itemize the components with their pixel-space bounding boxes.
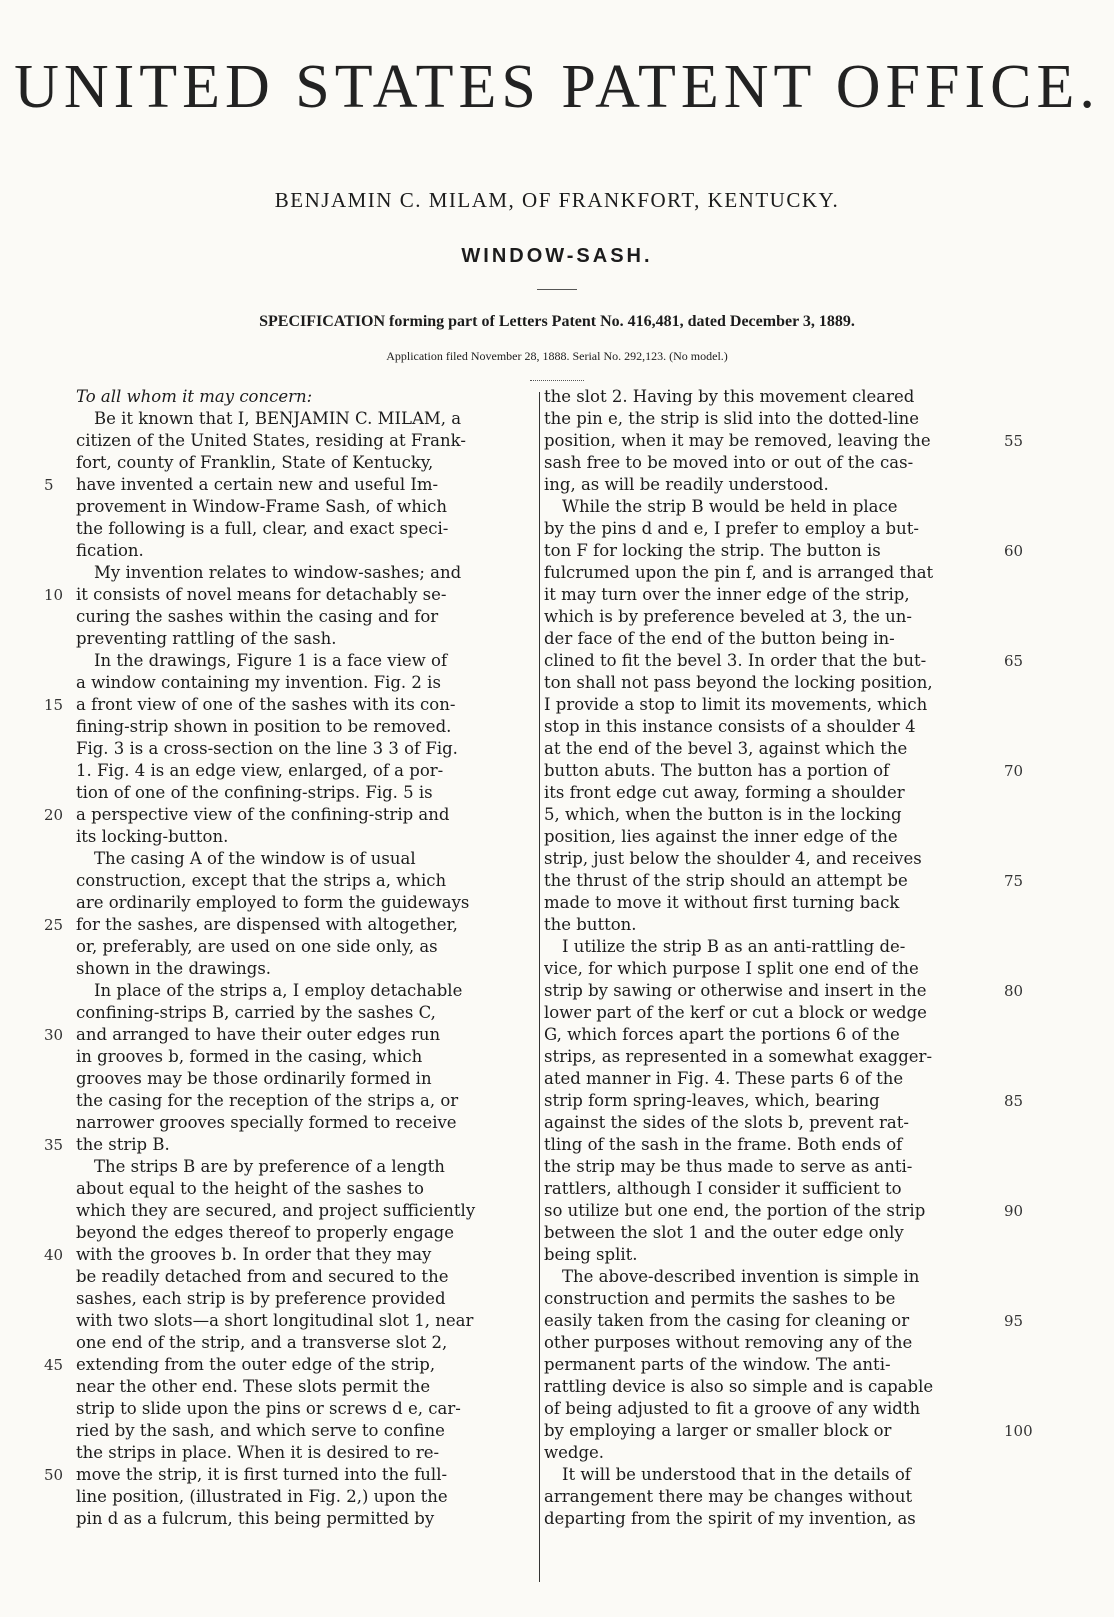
invention-subject: WINDOW-SASH. bbox=[461, 245, 653, 267]
text-line: with the grooves b. In order that they may bbox=[76, 1245, 432, 1264]
header-dotted-divider bbox=[530, 380, 584, 381]
text-line: between the slot 1 and the outer edge only bbox=[544, 1223, 904, 1242]
text-line: strips, as represented in a somewhat exagger- bbox=[544, 1047, 933, 1066]
text-line: der face of the end of the button being in- bbox=[544, 629, 895, 648]
text-line: I utilize the strip B as an anti-rattling de- bbox=[562, 937, 906, 956]
text-line: strip to slide upon the pins or screws d e, car- bbox=[76, 1399, 461, 1418]
text-line: G, which forces apart the portions 6 of the bbox=[544, 1025, 900, 1044]
text-line: one end of the strip, and a transverse slot 2, bbox=[76, 1333, 448, 1352]
text-line: arrangement there may be changes without bbox=[544, 1487, 913, 1506]
text-line: it may turn over the inner edge of the strip, bbox=[544, 585, 910, 604]
text-line: preventing rattling of the sash. bbox=[76, 629, 337, 648]
text-line: It will be understood that in the details of bbox=[562, 1465, 911, 1484]
text-line: or, preferably, are used on one side only, as bbox=[76, 937, 438, 956]
text-line: a window containing my invention. Fig. 2 is bbox=[76, 673, 441, 692]
text-line: which is by preference beveled at 3, the un- bbox=[544, 607, 912, 626]
text-line: fication. bbox=[76, 541, 144, 560]
text-line: by employing a larger or smaller block or bbox=[544, 1421, 892, 1440]
line-number: 35 bbox=[44, 1136, 64, 1154]
text-line: fulcrumed upon the pin f, and is arranged that bbox=[544, 563, 934, 582]
text-line: While the strip B would be held in place bbox=[562, 497, 898, 516]
text-line: stop in this instance consists of a shoulder 4 bbox=[544, 717, 916, 736]
text-line: it consists of novel means for detachably se- bbox=[76, 585, 447, 604]
text-line: of being adjusted to fit a groove of any width bbox=[544, 1399, 921, 1418]
text-line: with two slots—a short longitudinal slot 1, near bbox=[76, 1311, 474, 1330]
line-number: 80 bbox=[1004, 982, 1024, 1000]
text-line: The strips B are by preference of a length bbox=[94, 1157, 445, 1176]
text-line: so utilize but one end, the portion of the strip bbox=[544, 1201, 926, 1220]
office-title: UNITED STATES PATENT OFFICE. bbox=[14, 53, 1100, 121]
text-line: the following is a full, clear, and exact speci- bbox=[76, 519, 449, 538]
text-line: for the sashes, are dispensed with altogether, bbox=[76, 915, 458, 934]
column-divider bbox=[539, 392, 540, 1582]
line-number: 100 bbox=[1004, 1422, 1033, 1440]
text-line: The above-described invention is simple in bbox=[562, 1267, 920, 1286]
text-line: 1. Fig. 4 is an edge view, enlarged, of a por- bbox=[76, 761, 444, 780]
line-number: 65 bbox=[1004, 652, 1024, 670]
text-line: ated manner in Fig. 4. These parts 6 of the bbox=[544, 1069, 904, 1088]
text-line: the casing for the reception of the strips a, or bbox=[76, 1091, 459, 1110]
text-line: and arranged to have their outer edges run bbox=[76, 1025, 441, 1044]
text-line: which they are secured, and project sufficiently bbox=[76, 1201, 476, 1220]
text-line: provement in Window-Frame Sash, of which bbox=[76, 497, 448, 516]
text-line: its locking-button. bbox=[76, 827, 229, 846]
text-line: wedge. bbox=[544, 1443, 605, 1462]
text-line: strip by sawing or otherwise and insert in the bbox=[544, 981, 927, 1000]
text-line: ton F for locking the strip. The button is bbox=[544, 541, 881, 560]
text-line: the slot 2. Having by this movement cleared bbox=[544, 387, 915, 406]
text-line: vice, for which purpose I split one end of the bbox=[544, 959, 919, 978]
line-number: 25 bbox=[44, 916, 64, 934]
text-line: the strips in place. When it is desired to re- bbox=[76, 1443, 440, 1462]
text-line: construction, except that the strips a, which bbox=[76, 871, 447, 890]
text-line: about equal to the height of the sashes to bbox=[76, 1179, 424, 1198]
text-line: departing from the spirit of my invention, as bbox=[544, 1509, 916, 1528]
text-line: the button. bbox=[544, 915, 637, 934]
text-line: the pin e, the strip is slid into the dotted-line bbox=[544, 409, 919, 428]
text-line: have invented a certain new and useful Im- bbox=[76, 475, 439, 494]
text-line: button abuts. The button has a portion of bbox=[544, 761, 890, 780]
text-line: In place of the strips a, I employ detachable bbox=[94, 981, 463, 1000]
text-line: strip, just below the shoulder 4, and receives bbox=[544, 849, 922, 868]
text-line: shown in the drawings. bbox=[76, 959, 272, 978]
specification-line: SPECIFICATION forming part of Letters Patent No. 416,481, dated December 3, 1889. bbox=[259, 313, 855, 330]
text-line: be readily detached from and secured to the bbox=[76, 1267, 449, 1286]
line-number: 90 bbox=[1004, 1202, 1024, 1220]
text-line: 5, which, when the button is in the locking bbox=[544, 805, 902, 824]
text-line: extending from the outer edge of the strip, bbox=[76, 1355, 436, 1374]
line-number: 5 bbox=[44, 476, 54, 494]
text-line: the strip B. bbox=[76, 1135, 170, 1154]
text-line: ried by the sash, and which serve to confine bbox=[76, 1421, 445, 1440]
line-number: 20 bbox=[44, 806, 64, 824]
text-line: ton shall not pass beyond the locking position, bbox=[544, 673, 933, 692]
text-line: grooves may be those ordinarily formed in bbox=[76, 1069, 432, 1088]
text-line: beyond the edges thereof to properly engage bbox=[76, 1223, 454, 1242]
line-number: 85 bbox=[1004, 1092, 1024, 1110]
text-line: easily taken from the casing for cleaning or bbox=[544, 1311, 910, 1330]
text-line: Fig. 3 is a cross-section on the line 3 3 of Fig. bbox=[76, 739, 458, 758]
text-line: at the end of the bevel 3, against which the bbox=[544, 739, 908, 758]
text-line: confining-strips B, carried by the sashes C, bbox=[76, 1003, 436, 1022]
line-number: 70 bbox=[1004, 762, 1024, 780]
line-number: 40 bbox=[44, 1246, 64, 1264]
text-line: I provide a stop to limit its movements, which bbox=[544, 695, 928, 714]
line-number: 45 bbox=[44, 1356, 64, 1374]
text-line: sash free to be moved into or out of the cas- bbox=[544, 453, 914, 472]
text-line: clined to fit the bevel 3. In order that the but- bbox=[544, 651, 927, 670]
text-line: the strip may be thus made to serve as anti- bbox=[544, 1157, 913, 1176]
text-line: a perspective view of the confining-strip and bbox=[76, 805, 450, 824]
text-line: fining-strip shown in position to be removed. bbox=[76, 717, 452, 736]
line-number: 10 bbox=[44, 586, 64, 604]
text-line: other purposes without removing any of the bbox=[544, 1333, 913, 1352]
text-line: position, when it may be removed, leaving the bbox=[544, 431, 931, 450]
line-number: 50 bbox=[44, 1466, 64, 1484]
header-divider bbox=[537, 289, 577, 290]
application-line: Application filed November 28, 1888. Serial No. 292,123. (No model.) bbox=[386, 349, 728, 363]
text-line: The casing A of the window is of usual bbox=[94, 849, 416, 868]
text-line: being split. bbox=[544, 1245, 638, 1264]
text-line: tion of one of the confining-strips. Fig. 5 is bbox=[76, 783, 433, 802]
text-line: are ordinarily employed to form the guideways bbox=[76, 893, 470, 912]
text-line: against the sides of the slots b, prevent rat- bbox=[544, 1113, 909, 1132]
text-line: My invention relates to window-sashes; and bbox=[94, 563, 462, 582]
line-number: 15 bbox=[44, 696, 64, 714]
text-line: rattlers, although I consider it sufficient to bbox=[544, 1179, 902, 1198]
text-line: lower part of the kerf or cut a block or wedge bbox=[544, 1003, 927, 1022]
line-number: 55 bbox=[1004, 432, 1024, 450]
text-line: the thrust of the strip should an attempt be bbox=[544, 871, 908, 890]
text-line: Be it known that I, BENJAMIN C. MILAM, a bbox=[94, 409, 462, 428]
line-number: 30 bbox=[44, 1026, 64, 1044]
text-line: ing, as will be readily understood. bbox=[544, 475, 829, 494]
text-line: permanent parts of the window. The anti- bbox=[544, 1355, 891, 1374]
inventor-line: BENJAMIN C. MILAM, OF FRANKFORT, KENTUCKY. bbox=[274, 188, 840, 212]
text-line: citizen of the United States, residing at Frank- bbox=[76, 431, 466, 450]
text-line: rattling device is also so simple and is capable bbox=[544, 1377, 934, 1396]
text-line: construction and permits the sashes to be bbox=[544, 1289, 896, 1308]
text-line: fort, county of Franklin, State of Kentucky, bbox=[76, 453, 434, 472]
text-line: its front edge cut away, forming a shoulder bbox=[544, 783, 905, 802]
text-line: In the drawings, Figure 1 is a face view of bbox=[94, 651, 448, 670]
text-line: curing the sashes within the casing and for bbox=[76, 607, 439, 626]
text-line: made to move it without first turning back bbox=[544, 893, 900, 912]
text-line: sashes, each strip is by preference provided bbox=[76, 1289, 446, 1308]
text-line: tling of the sash in the frame. Both ends of bbox=[544, 1135, 903, 1154]
text-line: move the strip, it is first turned into the full- bbox=[76, 1465, 448, 1484]
text-line: line position, (illustrated in Fig. 2,) upon the bbox=[76, 1487, 448, 1506]
text-line: pin d as a fulcrum, this being permitted by bbox=[76, 1509, 435, 1528]
line-number: 95 bbox=[1004, 1312, 1024, 1330]
text-line: narrower grooves specially formed to receive bbox=[76, 1113, 457, 1132]
line-number: 75 bbox=[1004, 872, 1024, 890]
text-line: in grooves b, formed in the casing, which bbox=[76, 1047, 423, 1066]
text-line: To all whom it may concern: bbox=[76, 387, 313, 406]
text-line: a front view of one of the sashes with its con- bbox=[76, 695, 456, 714]
line-number: 60 bbox=[1004, 542, 1024, 560]
text-line: position, lies against the inner edge of the bbox=[544, 827, 898, 846]
text-line: by the pins d and e, I prefer to employ a but- bbox=[544, 519, 919, 538]
text-line: near the other end. These slots permit the bbox=[76, 1377, 431, 1396]
text-line: strip form spring-leaves, which, bearing bbox=[544, 1091, 880, 1110]
